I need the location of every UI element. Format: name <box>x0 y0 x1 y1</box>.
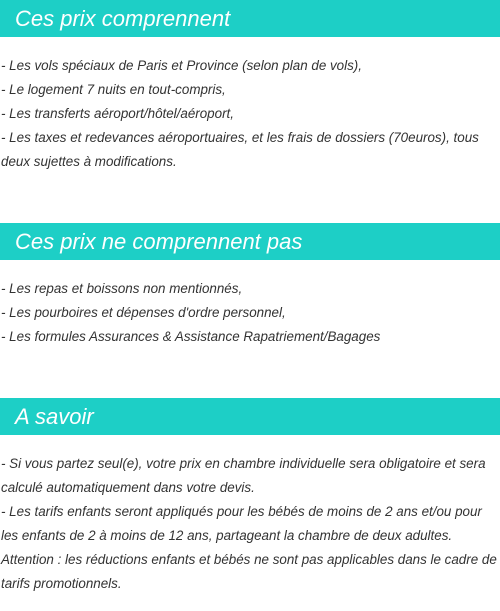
section-header <box>0 223 500 260</box>
list-item: - Le logement 7 nuits en tout-compris, <box>1 82 226 97</box>
section-header <box>0 0 500 37</box>
list-item: - Les pourboires et dépenses d'ordre personnel, <box>1 305 286 320</box>
section-content <box>0 277 500 349</box>
section-title: Ces prix comprennent <box>15 6 231 31</box>
list-item: - Les transferts aéroport/hôtel/aéroport, <box>1 106 234 121</box>
list-item: - Les taxes et redevances aéroportuaires, et les frais de dossiers (70euros), tous deux sujettes à modifications. <box>1 130 479 169</box>
section-content <box>0 452 500 596</box>
list-item: - Les tarifs enfants seront appliqués pour les bébés de moins de 2 ans et/ou pour les enfants de 2 à moins de 12 ans, partageant la chambre de deux adultes. <box>1 504 482 543</box>
list-item: Attention : les réductions enfants et bébés ne sont pas applicables dans le cadre de tarifs promotionnels. <box>1 552 497 591</box>
section-title: Ces prix ne comprennent pas <box>15 229 303 254</box>
section-header <box>0 398 500 435</box>
section-included <box>0 0 500 174</box>
section-good-to-know <box>0 398 500 596</box>
list-item: - Les repas et boissons non mentionnés, <box>1 281 243 296</box>
list-item: - Si vous partez seul(e), votre prix en chambre individuelle sera obligatoire et sera calculé automatiquement dans votre devis. <box>1 456 486 495</box>
list-item: - Les formules Assurances & Assistance Rapatriement/Bagages <box>1 329 381 344</box>
section-title: A savoir <box>15 404 94 429</box>
section-not-included <box>0 223 500 349</box>
section-content <box>0 54 500 174</box>
list-item: - Les vols spéciaux de Paris et Province (selon plan de vols), <box>1 58 362 73</box>
